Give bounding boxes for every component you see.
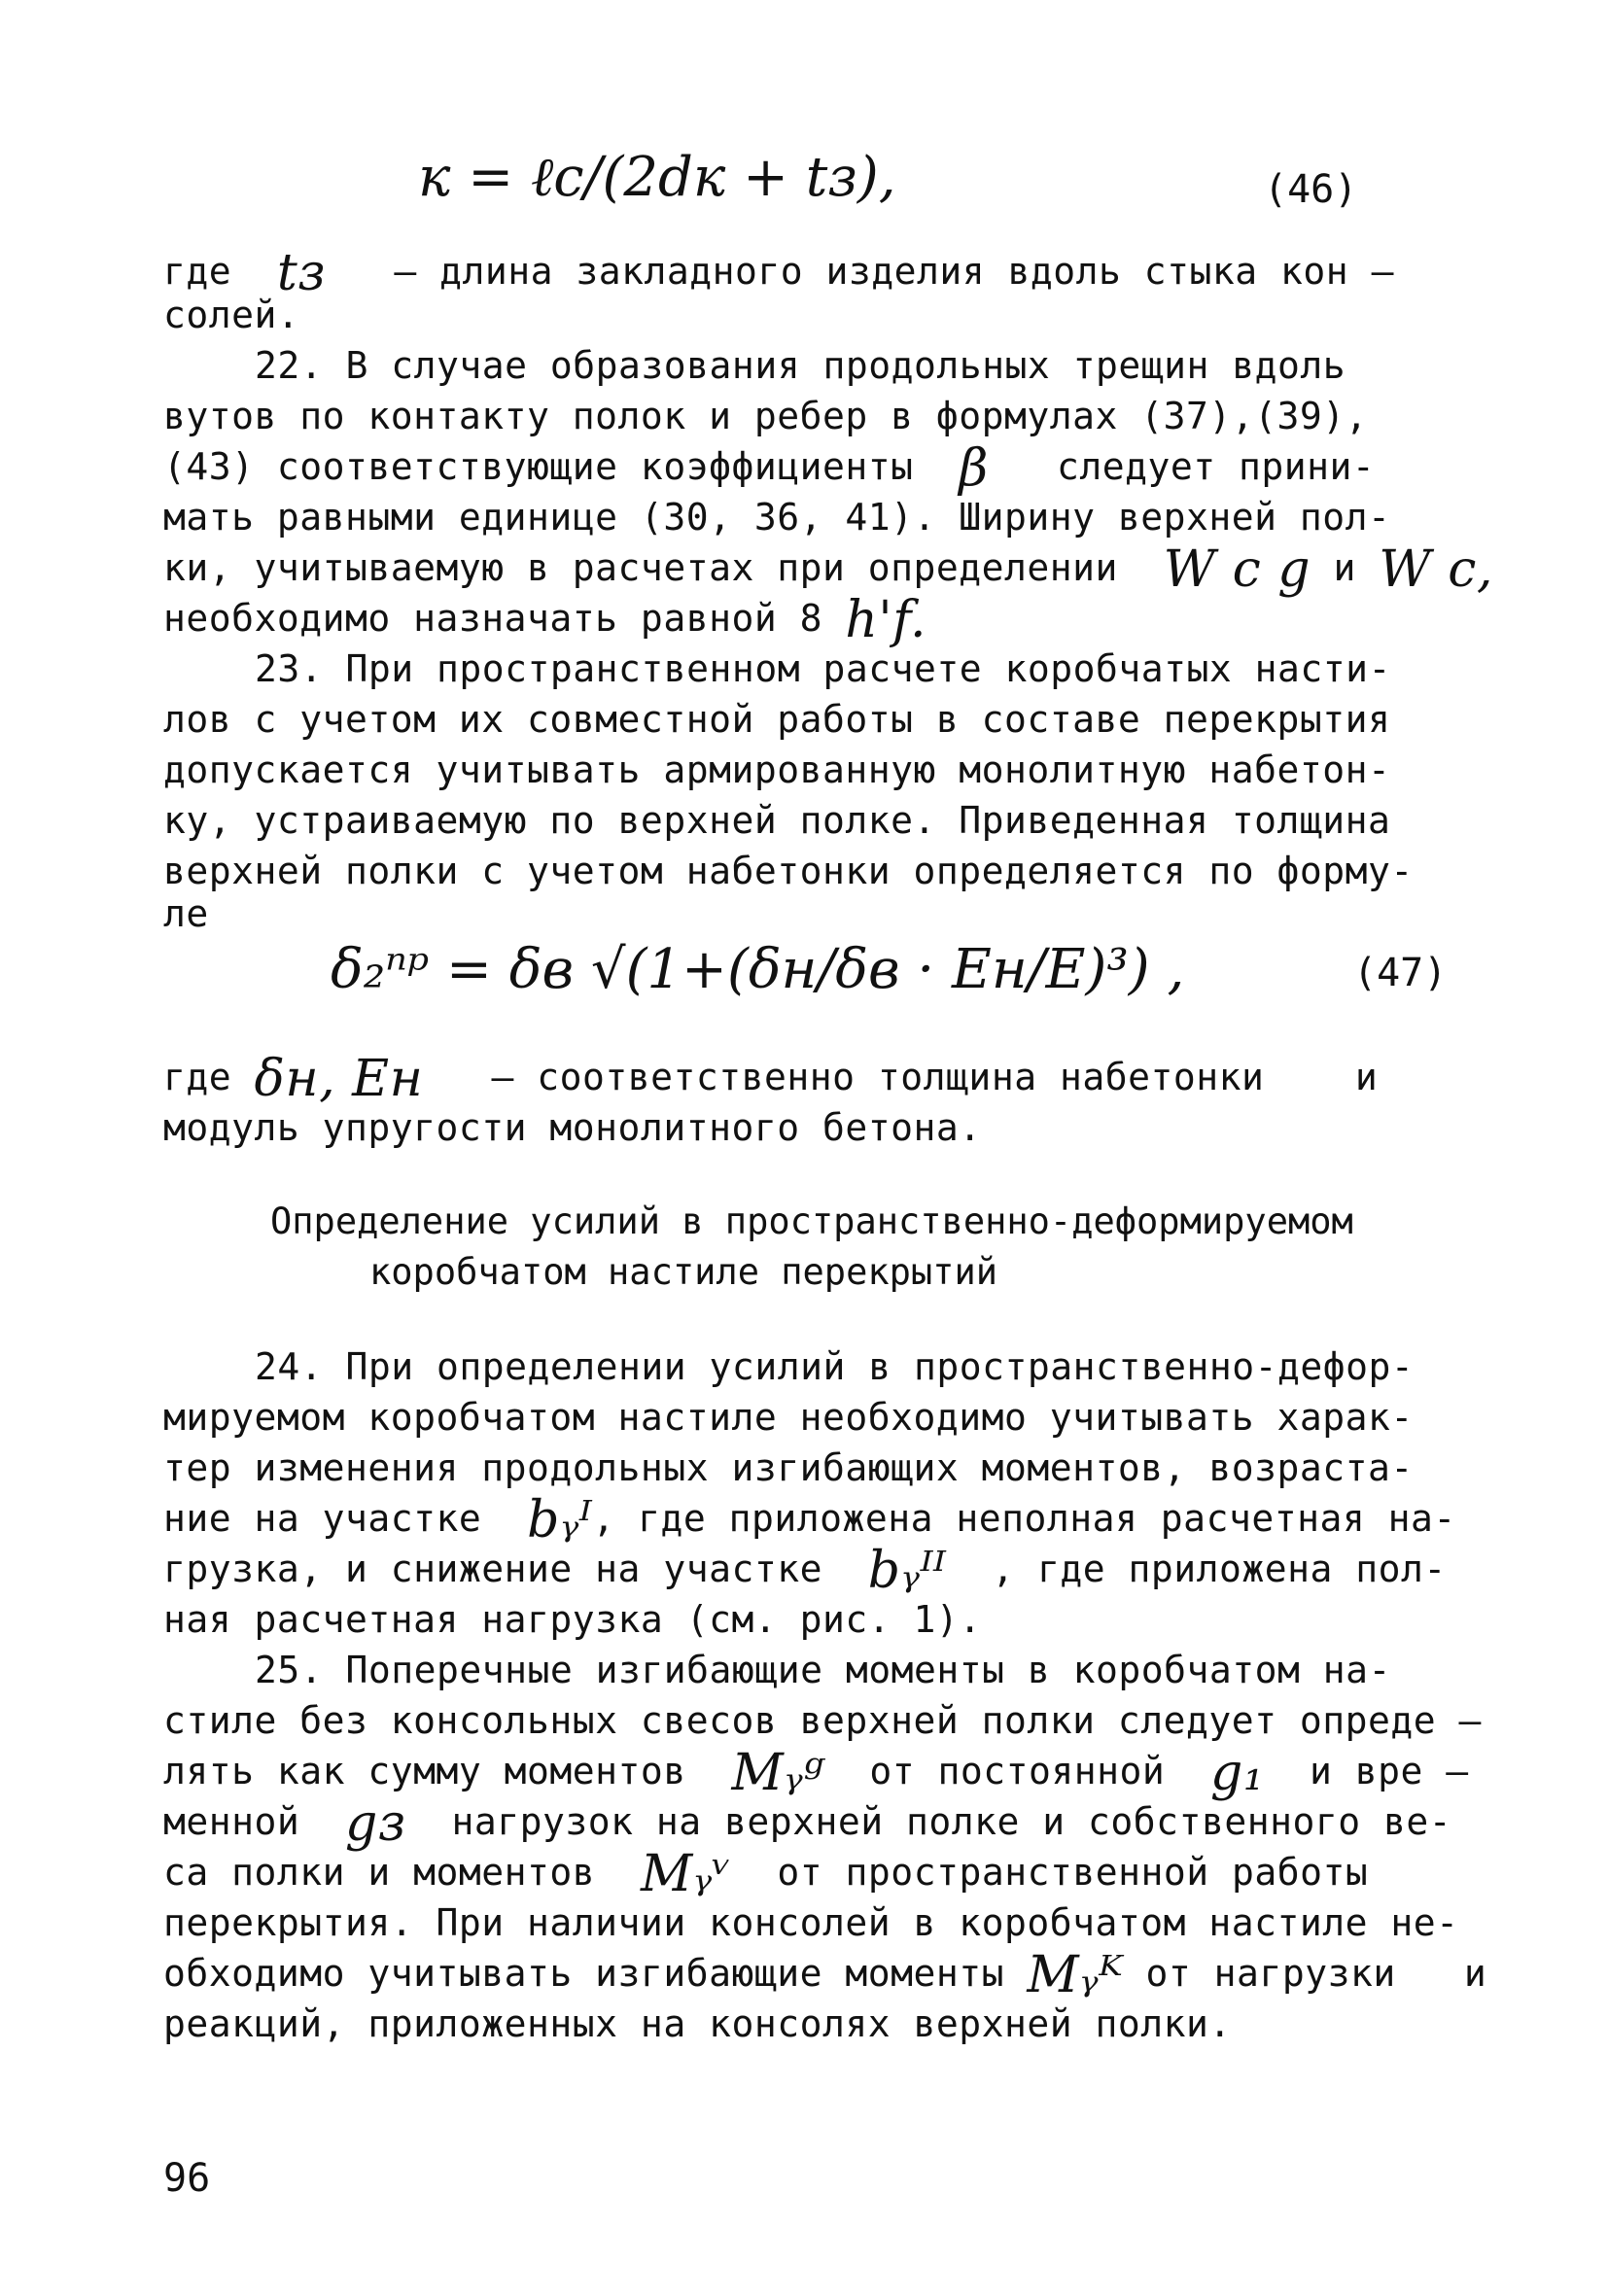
text-segment: где — [163, 250, 232, 293]
text-line: 25. Поперечные изгибающие моменты в коробчатом на- — [255, 1649, 1391, 1691]
text-line: перекрытия. При наличии консолей в коробчатом настиле не- — [163, 1901, 1459, 1944]
text-line — [163, 1946, 1487, 2004]
text-segment: ние на участке — [163, 1497, 482, 1540]
text-segment: следует прини- — [1056, 445, 1376, 488]
text-segment: са полки и моментов — [163, 1851, 596, 1894]
text-segment: лять как сумму моментов — [163, 1750, 686, 1792]
text-segment: где — [163, 1056, 232, 1098]
text-line: мать равными единице (30, 36, 41). Ширину верхней пол- — [163, 496, 1391, 539]
text-segment: от нагрузки и — [1145, 1952, 1487, 1995]
symbol-by-I: bᵧᴵ — [527, 1491, 593, 1549]
symbol-t3: tз — [276, 244, 327, 302]
text-line: верхней полки с учетом набетонки определяется по форму- — [163, 850, 1414, 892]
symbol-delta-n-E-n: δн, Eн — [254, 1050, 424, 1108]
text-segment: грузка, и снижение на участке — [163, 1548, 822, 1590]
text-segment: – длина закладного изделия вдоль стыка кон – — [394, 250, 1394, 293]
text-line: ку, устраиваемую по верхней полке. Приведенная толщина — [163, 799, 1391, 842]
text-segment: нагрузок на верхней полке и собственного ве- — [451, 1800, 1452, 1843]
section-heading-line-1: Определение усилий в пространственно-деформируемом — [270, 1200, 1353, 1242]
symbol-hf: h'f. — [845, 591, 927, 649]
symbol-My-v: Mᵧᵛ — [640, 1845, 732, 1903]
text-line — [163, 439, 1376, 498]
symbol-g3: gз — [345, 1794, 406, 1853]
symbol-beta: β — [959, 439, 989, 498]
text-line: реакций, приложенных на консолях верхней полки. — [163, 2002, 1232, 2045]
section-heading-line-2: коробчатом настиле перекрытий — [369, 1251, 998, 1293]
text-line: 22. В случае образования продольных трещин вдоль — [255, 344, 1346, 387]
text-line: вутов по контакту полок и ребер в формулах (37),(39), — [163, 395, 1369, 437]
equation-number-47: (47) — [1353, 951, 1448, 995]
text-line: мируемом коробчатом настиле необходимо учитывать харак- — [163, 1396, 1414, 1439]
symbol-Wc: W c, — [1379, 540, 1493, 599]
text-segment: и — [1333, 546, 1356, 589]
text-line: 23. При пространственном расчете коробчатых насти- — [255, 647, 1391, 690]
text-line: ная расчетная нагрузка (см. рис. 1). — [163, 1598, 982, 1641]
text-line — [163, 1491, 1456, 1549]
text-line — [163, 1542, 1447, 1600]
text-segment: (43) соответствующие коэффициенты — [163, 445, 914, 488]
symbol-My-k: Mᵧᴷ — [1027, 1946, 1124, 2004]
text-segment: ки, учитываемую в расчетах при определении — [163, 546, 1118, 589]
text-line — [163, 1744, 1469, 1802]
page-number: 96 — [163, 2156, 211, 2201]
text-segment: необходимо назначать равной 8 — [163, 597, 822, 640]
text-segment: , где приложена пол- — [992, 1548, 1447, 1590]
text-line: модуль упругости монолитного бетона. — [163, 1106, 982, 1149]
formula-46: к = ℓc/(2dк + tз), — [418, 146, 896, 209]
text-line: допускается учитывать армированную монолитную набетон- — [163, 748, 1391, 791]
text-line — [163, 540, 1493, 599]
text-segment: и вре – — [1309, 1750, 1469, 1792]
text-segment: от пространственной работы — [777, 1851, 1369, 1894]
text-line — [163, 1794, 1452, 1853]
text-line: ле — [163, 892, 209, 935]
text-segment: – соответственно толщина набетонки и — [491, 1056, 1379, 1098]
text-line — [163, 591, 927, 649]
text-segment: обходимо учитывать изгибающие моменты — [163, 1952, 1004, 1995]
text-line — [163, 1845, 1369, 1903]
text-line: стиле без консольных свесов верхней полки следует опреде – — [163, 1699, 1482, 1742]
formula-47: δ₂ⁿᵖ = δв √(1+(δн/δв · Eн/E)³) , — [331, 938, 1185, 1001]
text-line: 24. При определении усилий в пространственно-дефор- — [255, 1345, 1415, 1388]
text-line: тер изменения продольных изгибающих моментов, возраста- — [163, 1446, 1414, 1489]
text-segment: менной — [163, 1800, 300, 1843]
text-line: лов с учетом их совместной работы в составе перекрытия — [163, 698, 1391, 741]
symbol-by-II: bᵧᴵᴵ — [867, 1542, 947, 1600]
text-line: солей. — [163, 294, 300, 336]
text-line — [163, 244, 1394, 302]
text-line — [163, 1050, 1379, 1108]
symbol-g1: g₁ — [1210, 1744, 1265, 1802]
text-segment: от постоянной — [869, 1750, 1166, 1792]
equation-number-46: (46) — [1264, 167, 1358, 212]
text-segment: , где приложена неполная расчетная на- — [592, 1497, 1456, 1540]
symbol-Wcg: W c g — [1163, 540, 1311, 599]
symbol-My-g: Mᵧᵍ — [731, 1744, 824, 1802]
